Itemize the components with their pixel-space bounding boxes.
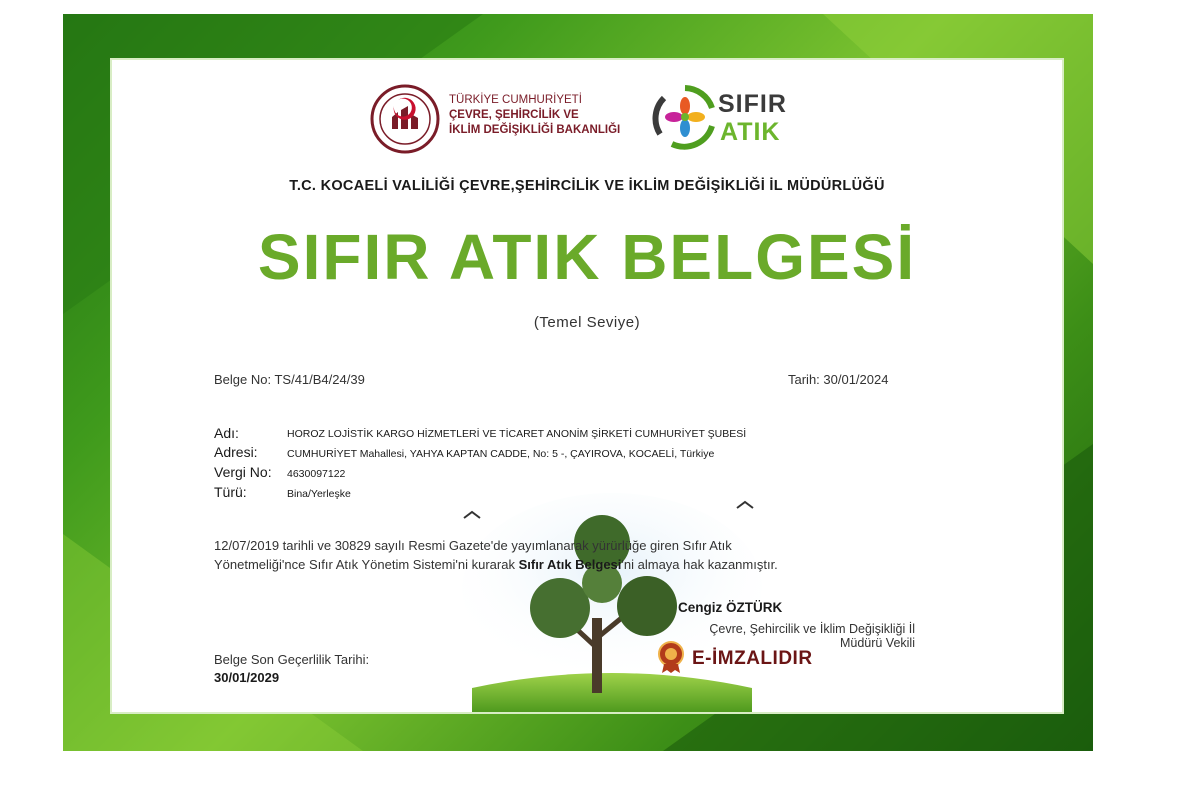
statement-line-2 xyxy=(214,555,934,574)
ministry-seal-icon xyxy=(370,84,440,154)
atik-word: ATIK xyxy=(720,118,781,146)
ministry-name xyxy=(449,93,620,138)
address-value: CUMHURİYET Mahallesi, YAHYA KAPTAN CADDE, No: 5 -, ÇAYIROVA, KOCAELİ, Türkiye xyxy=(287,448,715,460)
certificate-title: SIFIR ATIK BELGESİ xyxy=(257,221,917,293)
ministry-line-3: İKLİM DEĞİŞİKLİĞİ BAKANLIĞI xyxy=(449,124,621,136)
certificate-paper xyxy=(112,60,1062,712)
certificate-number: Belge No: TS/41/B4/24/39 xyxy=(214,372,365,387)
e-signature-seal-icon xyxy=(654,640,688,674)
type-label: Türü: xyxy=(214,484,247,500)
statement-line-1: 12/07/2019 tarihli ve 30829 sayılı Resmi Gazete'de yayımlanarak yürürlüğe giren Sıfır Atık xyxy=(214,538,732,553)
validity-date: 30/01/2029 xyxy=(214,670,280,685)
signer-title: Çevre, Şehircilik ve İklim Değişikliği İl Müdürü Vekili xyxy=(709,622,915,650)
sifir-atik-logo-icon xyxy=(652,84,718,150)
address-label: Adresi: xyxy=(214,444,258,460)
e-signature-stamp: E-İMZALIDIR xyxy=(692,648,813,669)
name-value: HOROZ LOJİSTİK KARGO HİZMETLERİ VE TİCARET ANONİM ŞİRKETİ CUMHURİYET ŞUBESİ xyxy=(287,428,747,440)
name-label: Adı: xyxy=(214,425,239,441)
tax-number-value: 4630097122 xyxy=(287,468,346,480)
signer-name: Cengiz ÖZTÜRK xyxy=(678,600,783,615)
tax-number-label: Vergi No: xyxy=(214,464,272,480)
statement-highlight: Sıfır Atık Belgesi xyxy=(518,557,622,572)
statement-line-2-start: Yönetmeliği'nce Sıfır Atık Yönetim Sistemi'ni kurarak xyxy=(214,557,519,572)
directorate-name: T.C. KOCAELİ VALİLİĞİ ÇEVRE,ŞEHİRCİLİK VE İKLİM DEĞİŞİKLİĞİ İL MÜDÜRLÜĞÜ xyxy=(289,178,885,194)
ministry-line-1: TÜRKİYE CUMHURİYETİ xyxy=(449,94,582,106)
type-value: Bina/Yerleşke xyxy=(287,488,351,500)
ministry-line-2: ÇEVRE, ŞEHİRCİLİK VE xyxy=(449,109,579,121)
statement-line-2-end: 'ni almaya hak kazanmıştır. xyxy=(621,557,778,572)
certificate-level: (Temel Seviye) xyxy=(533,314,641,331)
certificate-date: Tarih: 30/01/2024 xyxy=(788,372,889,387)
certificate-statement xyxy=(214,536,934,574)
sifir-word: SIFIR xyxy=(718,90,787,118)
validity-label: Belge Son Geçerlilik Tarihi: xyxy=(214,652,370,667)
